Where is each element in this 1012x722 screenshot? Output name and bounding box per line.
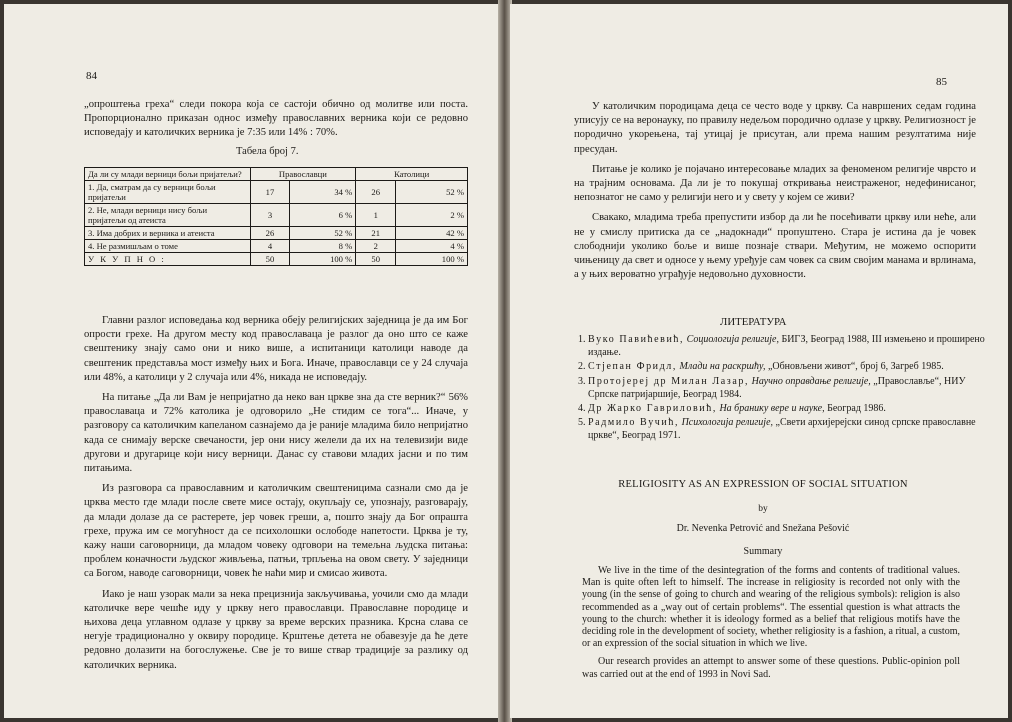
reference-item <box>588 333 988 359</box>
header-orthodox: Православци <box>250 168 356 181</box>
orthodox-count: 4 <box>250 240 290 253</box>
table-row <box>85 204 468 227</box>
paragraph: Из разговора са православним и католичким свештеницима сазнали смо да је црква место где млади после свете мисе остају, окупљају се, упознају, разговарају, да млади долазе да се растерете, јер човек греши, а, пошто знају да Бог опрашта грехе, пружа им се могућност да се психолошки ослободе напетости. Црква је ту, кажу наши саговорници, да младом човеку одговори на темељна људска питања: проблем коначности људског живљења, патњи, трпљења на овом свету. У заједници са Богом, наводе саговорници, човек ће наћи мир и смисао живота. <box>84 483 468 580</box>
table-row <box>85 227 468 240</box>
summary-heading: Summary <box>743 546 783 557</box>
right-page <box>510 4 1008 718</box>
survey-table <box>84 167 468 266</box>
english-authors: Dr. Nevenka Petrović and Snežana Pešović <box>676 523 850 534</box>
body-text <box>84 314 468 673</box>
body-text <box>574 100 976 282</box>
catholic-percent: 4 % <box>396 240 468 253</box>
reference-list <box>574 333 988 444</box>
catholic-total-count: 50 <box>356 253 396 266</box>
reference-item <box>588 375 988 401</box>
paragraph: Свакако, младима треба препустити избор да ли ће посећивати цркву или неће, али не у смислу притиска да се „надокнади“ пропуштено. Стара је истина да је човек слободнији уколико боље и више познаје ствари. Међутим, не можемо оспорити чињеницу да свет и односе у њему уређује сам човек са свим својим манама и врлинама, а у њих вероватно уграђује недовољно духовности. <box>574 212 976 281</box>
paragraph: Питање је колико је појачано интересовање младих за феноменом религије чврсто и на трајним основама. Да ли је то покушај откривања неистраженог, недефинисаног, непознатог не само у религији него и у свету у којем се живи? <box>574 163 976 204</box>
reference-details: „Обновљени живот“, број 6, Загреб 1985. <box>767 361 944 373</box>
catholic-count: 2 <box>356 240 396 253</box>
table-caption: Табела број 7. <box>236 146 299 157</box>
orthodox-total-percent: 100 % <box>290 253 356 266</box>
catholic-count: 21 <box>356 227 396 240</box>
reference-author: Радмило Вучић, <box>588 417 680 429</box>
table-row <box>85 181 468 204</box>
reference-details: „Свети архијерејски синод српске православне цркве“, Београд 1971. <box>588 417 976 442</box>
catholic-total-percent: 100 % <box>396 253 468 266</box>
paragraph: We live in the time of the desintegration of the forms and contents of traditional values. Man is quite often left to himself. The increase in religiosity is recorded not only with the young (in the sense of going to church and wearing of the religious symbols): religion is also recommended as a „way out of certain problems“. The essential question is what attracts the young to the church: whether it is ideology formed as a belief that religious motifs have the deciding role in the development of society, whether religiosity is a fashion, a ritual, a custom, or an expression of the social situation in which we live. <box>582 565 960 650</box>
table-row <box>85 240 468 253</box>
reference-details: „Православље“, НИУ Српске патријаршије, Београд 1984. <box>588 375 966 400</box>
row-label: 1. Да, сматрам да су верници бољи пријатељи <box>85 181 251 204</box>
reference-item <box>588 416 988 442</box>
english-title: RELIGIOSITY AS AN EXPRESSION OF SOCIAL SITUATION <box>618 479 908 490</box>
reference-item <box>588 360 988 373</box>
intro-paragraph <box>84 98 468 141</box>
catholic-percent: 2 % <box>396 204 468 227</box>
literature-heading: ЛИТЕРАТУРА <box>720 316 787 328</box>
paragraph: У католичким породицама деца се често воде у цркву. Са навршених седам година уписују се на веронауку, по правилу недељом породично одлазе у цркву. Религиозност је породично укорењена, тај утицај је присутан, али према нашим резултатима није пресудан. <box>574 101 976 155</box>
orthodox-count: 26 <box>250 227 290 240</box>
paragraph: Главни разлог исповедања код верника обеју религијских заједница је да им Бог опрости грехе. На другом месту код православаца је разлог да оно што се каже свештенику знају само они и нико више, а испитаници католици наводе да свештеник представља мост између њих и Бога. Иначе, православци се у 24 случаја или 48%, а католици у 2 случаја или 4%, никада не исповедају. <box>84 315 468 383</box>
orthodox-count: 3 <box>250 204 290 227</box>
paragraph: На питање „Да ли Вам је непријатно да неко ван цркве зна да сте верник?“ 56% православаца и 72% католика је одговорило „Не стидим се тога“... Иначе, у разговору са католичким капеланом сазнајемо да је раније младима било непријатно када се снимају верске свечаности, јер они нису желели да их на телевизији виде другови и другарице који нису верници. Данас су ставови младих јасни и по тим питањима. <box>84 392 468 475</box>
orthodox-percent: 52 % <box>290 227 356 240</box>
reference-author: Стјепан Фридл, <box>588 361 677 373</box>
reference-author: Протојереј др Милан Лазар, <box>588 375 750 387</box>
paragraph: Our research provides an attempt to answer some of these questions. Public-opinion poll was carried out at the end of 1993 in Novi Sad. <box>582 656 960 680</box>
total-label: У К У П Н О : <box>85 253 251 266</box>
reference-author: Др Жарко Гавриловић, <box>588 403 717 415</box>
reference-title: Социологија религије, <box>686 334 779 345</box>
table-header-row <box>85 168 468 181</box>
table-total-row <box>85 253 468 266</box>
reference-title: На бранику вере и науке, <box>719 403 825 415</box>
orthodox-percent: 6 % <box>290 204 356 227</box>
catholic-percent: 42 % <box>396 227 468 240</box>
reference-title: Психологија религије, <box>681 417 774 429</box>
english-by-line: by <box>758 504 768 514</box>
reference-author: Вуко Павићевић, <box>588 334 685 345</box>
orthodox-percent: 8 % <box>290 240 356 253</box>
reference-title: Млади на раскршћу, <box>679 361 766 373</box>
row-label: 3. Има добрих и верника и атеиста <box>85 227 251 240</box>
orthodox-percent: 34 % <box>290 181 356 204</box>
reference-item <box>588 402 988 415</box>
row-label: 4. Не размишљам о томе <box>85 240 251 253</box>
catholic-percent: 52 % <box>396 181 468 204</box>
page-number: 84 <box>86 70 97 82</box>
left-page <box>4 4 500 718</box>
header-catholic: Католици <box>356 168 468 181</box>
reference-details: Београд 1986. <box>827 403 886 415</box>
orthodox-count: 17 <box>250 181 290 204</box>
catholic-count: 1 <box>356 204 396 227</box>
reference-details: БИГЗ, Београд 1988, III измењено и проширено издање. <box>588 334 985 359</box>
header-question: Да ли су млади верници бољи пријатељи? <box>85 168 251 181</box>
catholic-count: 26 <box>356 181 396 204</box>
english-summary-text <box>582 565 960 681</box>
page-number: 85 <box>936 76 947 88</box>
orthodox-total-count: 50 <box>250 253 290 266</box>
paragraph: Иако је наш узорак мали за нека прецизнија закључивања, уочили смо да млади католичке вере чешће иду у цркву него православци. Православне породице и њихова деца углавном одлазе у цркву за време верских празника. Крсна слава се негује традиционално у оквиру породице. Крштење детета не обавезује да ће дете редовно долазити на богослужење. Све је то више ствар традиције за разлику од католичких верника. <box>84 588 468 671</box>
paragraph: „опроштења греха“ следи покора која се састоји обично од молитве или поста. Пропорционално приказан однос између православних верника који се редовно исповедају и католичких верника је 7:35 или 14% : 70%. <box>84 99 468 139</box>
reference-title: Научно оправдање религије, <box>751 375 871 387</box>
row-label: 2. Не, млади верници нису бољи пријатељи од атеиста <box>85 204 251 227</box>
